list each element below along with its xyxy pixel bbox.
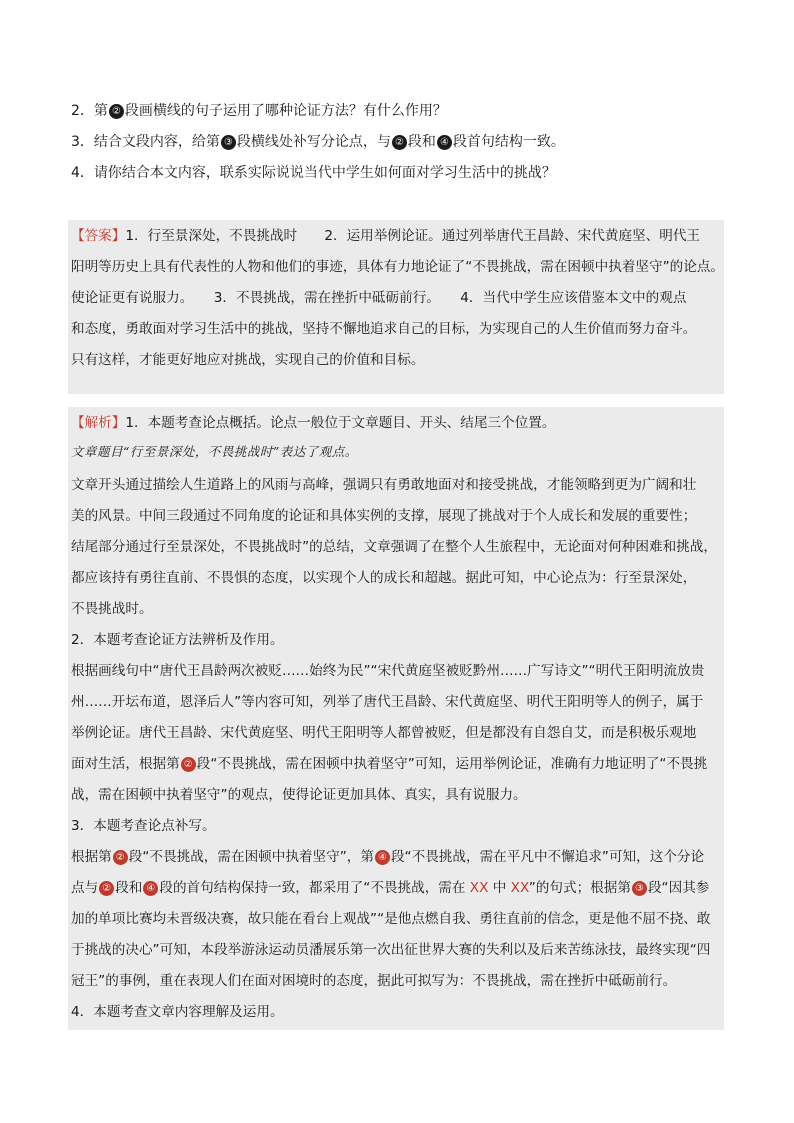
analysis-line-4: 美的风景。中间三段通过不同角度的论证和具体实例的支撑，展现了挑战对于个人成长和发展的重要性； bbox=[71, 508, 697, 524]
circle-number-4: ④ bbox=[375, 850, 390, 865]
analysis-p3-title: 3．本题考查论点补写。 bbox=[71, 818, 216, 834]
p3-l2-e: ”的句式；根据第 bbox=[528, 880, 631, 896]
p3-l2-d: 中 bbox=[492, 880, 507, 896]
circle-number-4: ④ bbox=[437, 135, 452, 150]
p3-l2-f: 段“因其参 bbox=[647, 880, 710, 896]
analysis-p2-line-4-b: 段“不畏挑战，需在困顿中执着坚守”可知，运用举例论证，准确有力地证明了“不畏挑 bbox=[196, 756, 708, 772]
analysis-line-7: 不畏挑战时。 bbox=[71, 601, 153, 617]
question-3-text-a: 3．结合文段内容，给第 bbox=[71, 134, 220, 150]
p3-l1-a: 根据第 bbox=[71, 849, 112, 865]
question-2-text-a: 2．第 bbox=[71, 103, 108, 119]
analysis-line-5: 结尾部分通过行至景深处，不畏挑战时”的总结，文章强调了在整个人生旅程中，无论面对何种困难和挑战， bbox=[71, 539, 717, 555]
analysis-p4-title: 4．本题考查文章内容理解及运用。 bbox=[71, 1004, 284, 1020]
analysis-p2-line-3: 举例论证。唐代王昌龄、宋代黄庭坚、明代王阳明等人都曾被贬，但是都没有自怨自艾，而是积极乐观地 bbox=[71, 725, 697, 741]
question-2 bbox=[71, 101, 447, 121]
analysis-line-2 bbox=[71, 442, 358, 462]
p3-l1-b: 段“不畏挑战，需在困顿中执着坚守”，第 bbox=[128, 849, 374, 865]
analysis-p2-line-1: 根据画线句中“唐代王昌龄两次被贬……始终为民”“宋代黄庭坚被贬黔州……广写诗文”“明代王阳明流放贵 bbox=[71, 663, 705, 679]
analysis-p2-line-4-a: 面对生活，根据第 bbox=[71, 756, 180, 772]
analysis-line-3: 文章开头通过描绘人生道路上的风雨与高峰，强调只有勇敢地面对和接受挑战，才能领略到更为广阔和壮 bbox=[71, 477, 697, 493]
p3-l1-c: 段“不畏挑战，需在平凡中不懈追求”可知，这个分论 bbox=[390, 849, 705, 865]
p3-l2-c: 段的首句结构保持一致，都采用了“不畏挑战，需在 bbox=[159, 880, 466, 896]
answer-tag: 【答案】 bbox=[71, 228, 126, 244]
analysis-p3-line-2 bbox=[71, 878, 709, 898]
answer-text-1: 1．行至景深处，不畏挑战时 2．运用举例论证。通过列举唐代王昌龄、宋代黄庭坚、明代王 bbox=[125, 228, 701, 244]
analysis-p3-line-1 bbox=[71, 847, 704, 867]
circle-number-3: ③ bbox=[632, 881, 647, 896]
analysis-p2-line-4 bbox=[71, 754, 707, 774]
question-4: 4．请你结合本文内容，联系实际说说当代中学生如何面对学习生活中的挑战？ bbox=[71, 165, 556, 181]
analysis-line-1 bbox=[71, 413, 555, 433]
handwritten-title-note: 文章题目“行至景深处，不畏挑战时”表达了观点。 bbox=[71, 444, 358, 459]
analysis-p2-line-5: 战，需在困顿中执着坚守”的观点，使得论证更加具体、真实，具有说服力。 bbox=[71, 787, 527, 803]
circle-number-2: ② bbox=[109, 104, 124, 119]
question-3 bbox=[71, 132, 565, 152]
circle-number-4: ④ bbox=[143, 881, 158, 896]
analysis-p2-title: 2．本题考查论证方法辨析及作用。 bbox=[71, 632, 284, 648]
answer-line-4: 和态度，勇敢面对学习生活中的挑战，坚持不懈地追求自己的目标，为实现自己的人生价值而努力奋斗。 bbox=[71, 321, 697, 337]
circle-number-2: ② bbox=[181, 757, 196, 772]
placeholder-xx: XX bbox=[506, 880, 529, 896]
circle-number-2: ② bbox=[113, 850, 128, 865]
question-3-text-d: 段首句结构一致。 bbox=[452, 134, 565, 150]
analysis-background bbox=[68, 407, 724, 1030]
answer-line-3: 使论证更有说服力。 3．不畏挑战，需在挫折中砥砺前行。 4．当代中学生应该借鉴本文中的观点 bbox=[71, 290, 687, 306]
analysis-p3-line-5: 冠王”的事例，重在表现人们在面对困境时的态度，据此可拟写为：不畏挑战，需在挫折中砥砺前行。 bbox=[71, 973, 677, 989]
answer-line-5: 只有这样，才能更好地应对挑战，实现自己的价值和目标。 bbox=[71, 352, 425, 368]
answer-line-1 bbox=[71, 226, 700, 246]
question-2-text-b: 段画横线的句子运用了哪种论证方法？有什么作用？ bbox=[124, 103, 447, 119]
analysis-text-1: 1．本题考查论点概括。论点一般位于文章题目、开头、结尾三个位置。 bbox=[125, 415, 556, 431]
question-3-text-b: 段横线处补写分论点，与 bbox=[236, 134, 391, 150]
circle-number-3: ③ bbox=[221, 135, 236, 150]
question-3-text-c: 段和 bbox=[407, 134, 436, 150]
circle-number-2: ② bbox=[99, 881, 114, 896]
p3-l2-b: 段和 bbox=[115, 880, 143, 896]
analysis-tag: 【解析】 bbox=[71, 415, 126, 431]
analysis-p3-line-4: 于挑战的决心”可知，本段举游泳运动员潘展乐第一次出征世界大赛的失利以及后来苦练泳技，最终实现“四 bbox=[71, 942, 711, 958]
placeholder-xx: XX bbox=[465, 880, 493, 896]
analysis-p3-line-3: 加的单项比赛均未晋级决赛，故只能在看台上观战”“是他点燃自我、勇往直前的信念，更是他不屈不挠、敢 bbox=[71, 911, 711, 927]
analysis-p2-line-2: 州……开坛布道，恩泽后人”等内容可知，列举了唐代王昌龄、宋代黄庭坚、明代王阳明等人的例子，属于 bbox=[71, 694, 704, 710]
analysis-line-6: 都应该持有勇往直前、不畏惧的态度，以实现个人的成长和超越。据此可知，中心论点为：行至景深处， bbox=[71, 570, 697, 586]
p3-l2-a: 点与 bbox=[71, 880, 99, 896]
circle-number-2: ② bbox=[392, 135, 407, 150]
answer-line-2: 阳明等历史上具有代表性的人物和他们的事迹，具体有力地论证了“不畏挑战，需在困顿中执着坚守”的论点。 bbox=[71, 259, 724, 275]
